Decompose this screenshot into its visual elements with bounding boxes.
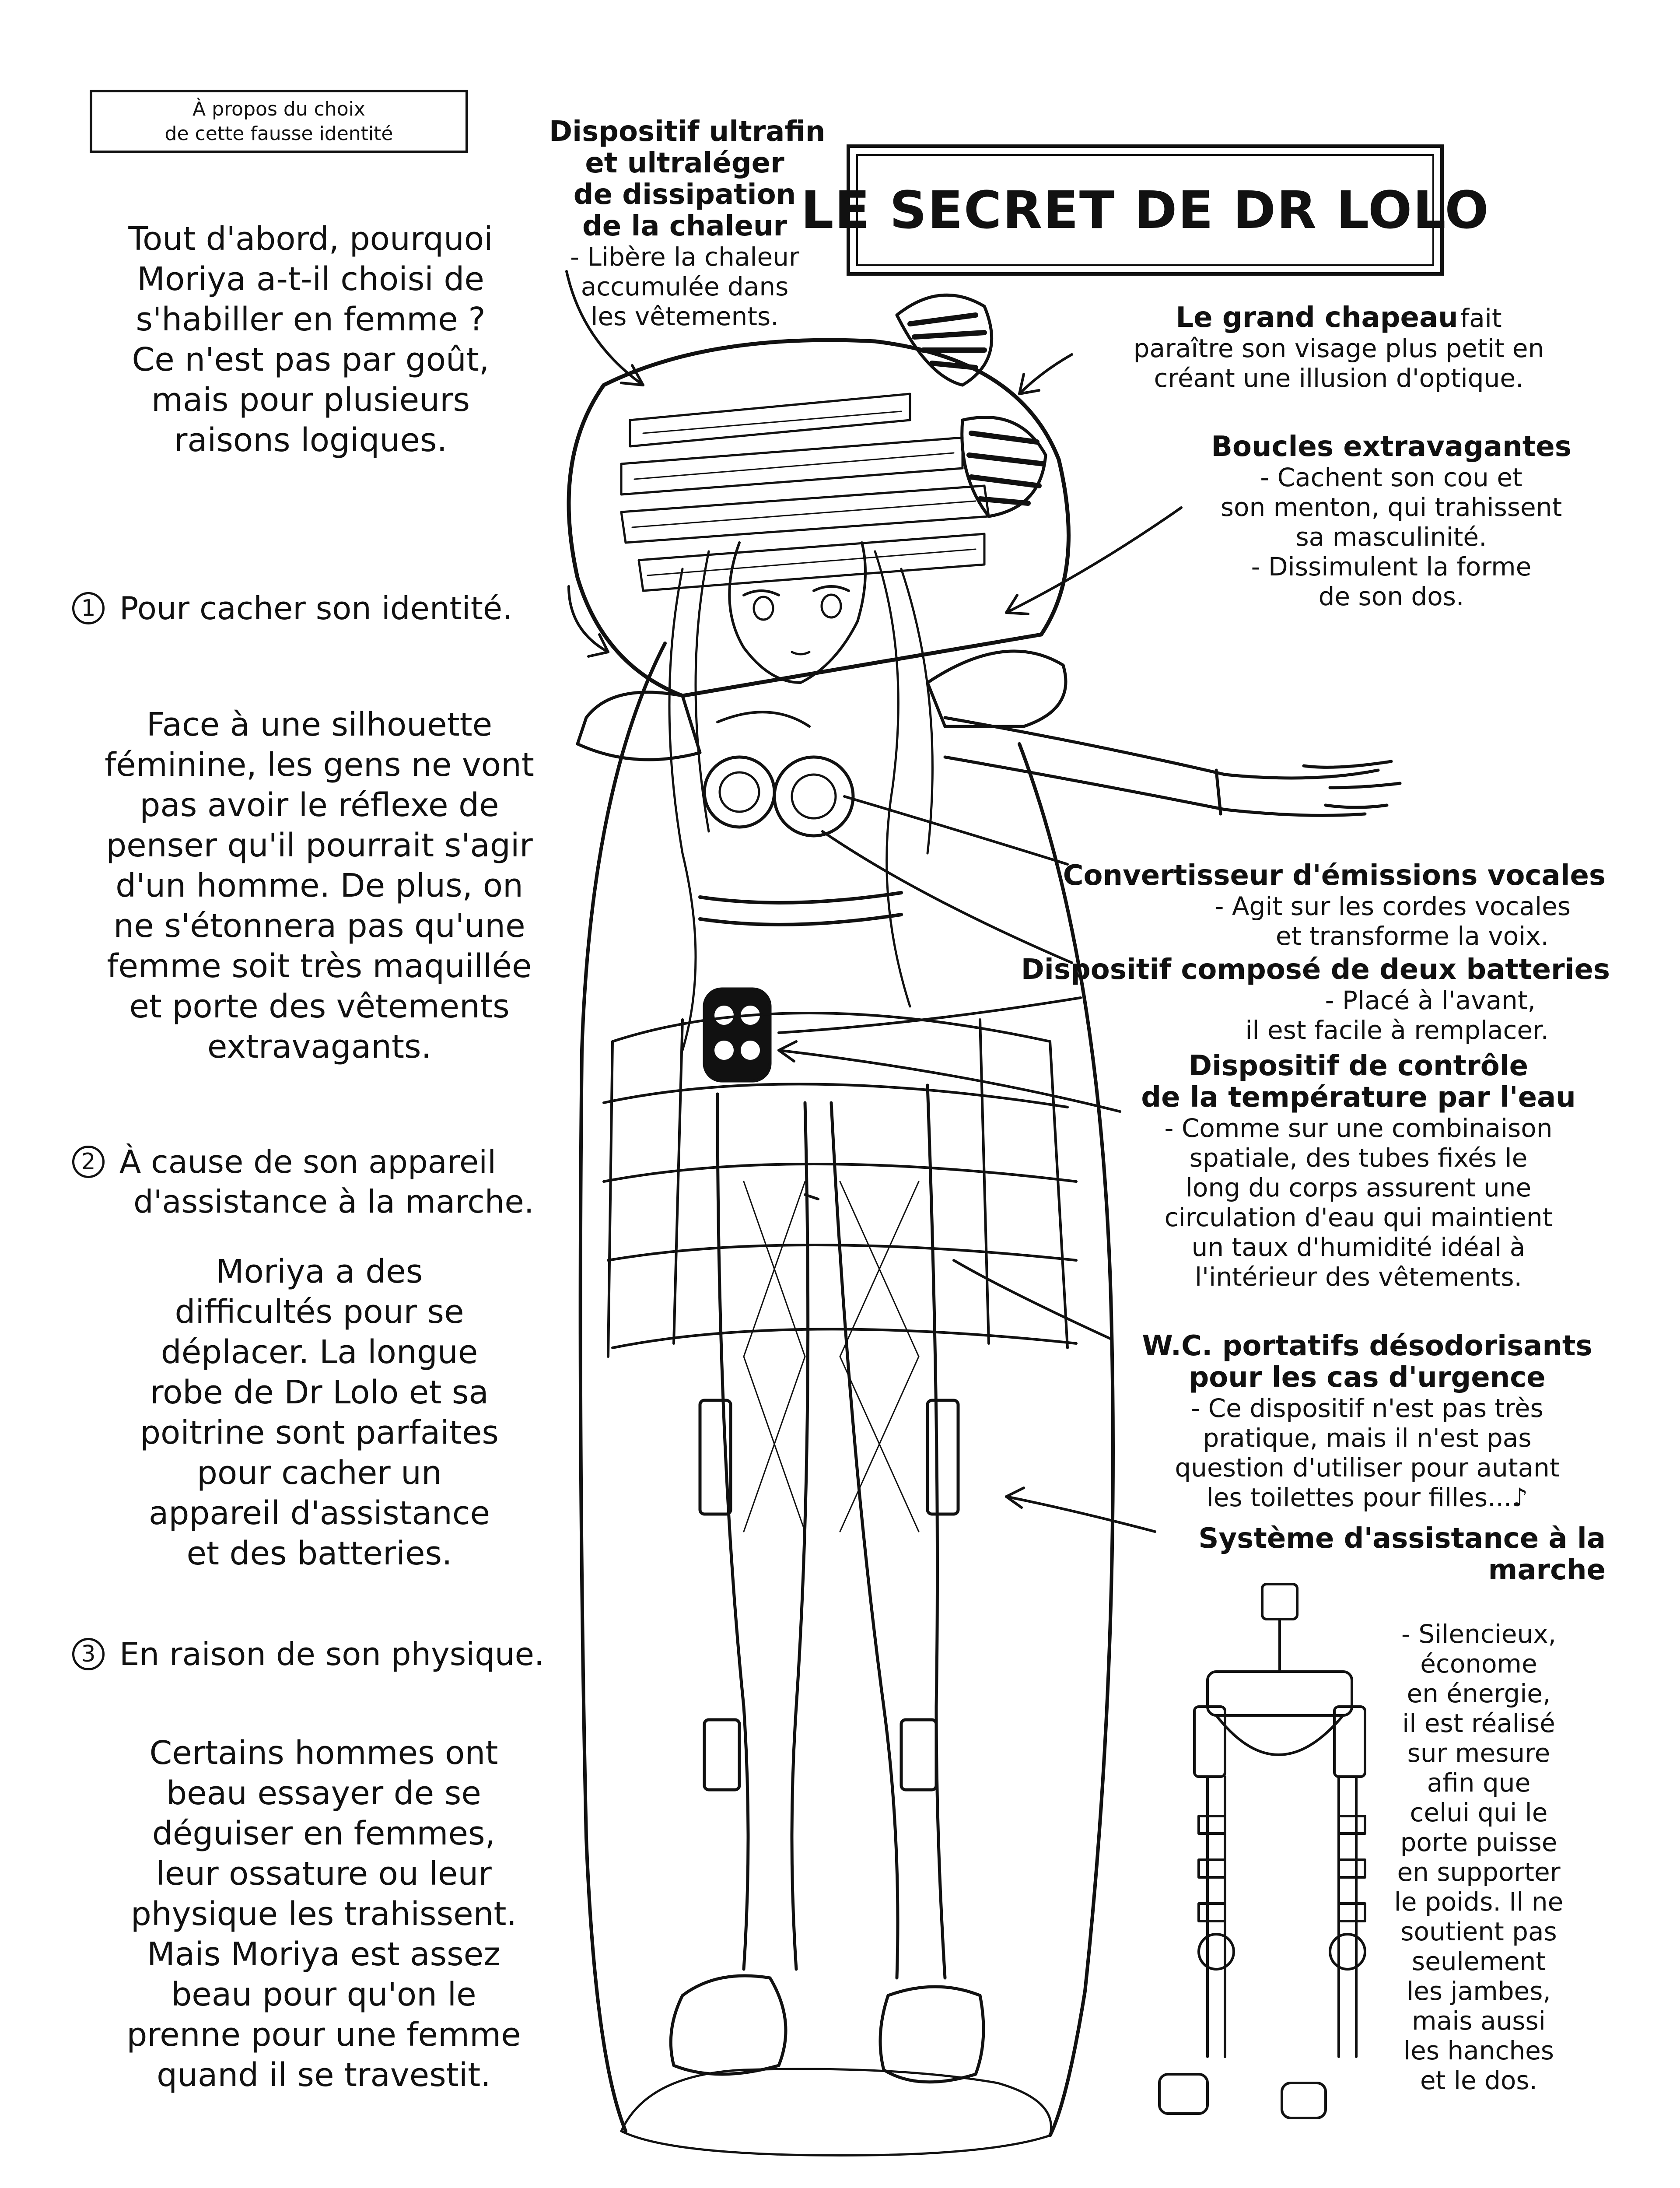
intro-line: Moriya a-t-il choisi de — [137, 260, 484, 298]
reason-3-heading — [72, 1634, 544, 1674]
reason-1-line: ne s'étonnera pas qu'une — [113, 907, 525, 945]
reason-2-line: difficultés pour se — [175, 1293, 464, 1331]
reason-3-line: leur ossature ou leur — [156, 1855, 492, 1893]
bows-body-line: son menton, qui trahissent — [1220, 492, 1562, 522]
intro-line: Ce n'est pas par goût, — [132, 341, 490, 379]
battery-drawing — [704, 989, 770, 1081]
reason-2-heading-text: À cause de son appareil — [119, 1143, 497, 1180]
reason-1-heading-text: Pour cacher son identité. — [119, 590, 513, 627]
exoskeleton-inset-drawing — [1159, 1584, 1365, 2118]
wc-body-line: les toilettes pour filles...♪ — [1206, 1483, 1528, 1512]
reason-3-line: physique les trahissent. — [130, 1895, 517, 1933]
page-title: LE SECRET DE DR LOLO — [801, 180, 1490, 240]
about-line-1: À propos du choix — [192, 98, 365, 120]
reason-3-line: prenne pour une femme — [126, 2016, 521, 2054]
wc-body-line: - Ce dispositif n'est pas très — [1191, 1393, 1544, 1423]
hat-title: Le grand chapeau — [1176, 302, 1458, 334]
reason-3-body — [114, 1733, 534, 2095]
skirt-cage-drawing — [604, 1013, 1076, 1357]
bows-body-line: sa masculinité. — [1295, 522, 1487, 552]
reason-2-body — [114, 1252, 525, 1574]
wc-body-line: pratique, mais il n'est pas — [1203, 1423, 1532, 1453]
reason-1-line: et porte des vêtements — [129, 988, 510, 1025]
reason-2-line: appareil d'assistance — [149, 1494, 490, 1532]
reason-2-heading-line-2: d'assistance à la marche. — [133, 1183, 534, 1220]
bows-title: Boucles extravagantes — [1211, 431, 1572, 463]
reason-3-line: Mais Moriya est assez — [147, 1936, 501, 1973]
intro-line: s'habiller en femme ? — [136, 301, 486, 338]
chest-device-drawing — [704, 712, 853, 836]
annotation-voice — [1037, 860, 1606, 951]
annotation-heat — [549, 116, 826, 331]
about-choice-box — [90, 90, 468, 153]
circled-number-1: 1 — [72, 592, 105, 624]
walk-body-line: et le dos. — [1420, 2065, 1538, 2095]
title-box — [801, 144, 1490, 276]
walk-body-line: les hanches — [1403, 2036, 1554, 2065]
bows-body-line: de son dos. — [1318, 582, 1464, 611]
hat-body-line: créant une illusion d'optique. — [1154, 363, 1524, 393]
reason-1-body — [70, 705, 569, 1067]
walk-body-line: mais aussi — [1412, 2006, 1546, 2036]
voice-title: Convertisseur d'émissions vocales — [1063, 859, 1606, 892]
reason-2-line: et des batteries. — [186, 1535, 452, 1572]
annotation-water — [1120, 1050, 1597, 1292]
walk-body-line: il est réalisé — [1402, 1708, 1555, 1738]
reason-2-line: Moriya a des — [216, 1253, 423, 1290]
hat-body-line: paraître son visage plus petit en — [1133, 333, 1544, 363]
reason-3-line: beau essayer de se — [166, 1774, 481, 1812]
reason-2-line: déplacer. La longue — [161, 1333, 478, 1371]
voice-body-line: et transforme la voix. — [1275, 921, 1549, 951]
legs-drawing — [671, 1085, 984, 2082]
walk-body-line: sur mesure — [1407, 1738, 1550, 1768]
arm-drawing — [945, 718, 1400, 815]
reason-1-line: extravagants. — [207, 1028, 432, 1066]
wc-body-line: question d'utiliser pour autant — [1175, 1453, 1560, 1483]
walk-title-line: Système d'assistance à la — [1198, 1522, 1606, 1555]
walk-body-line: en supporter — [1397, 1857, 1561, 1887]
intro-line: raisons logiques. — [174, 421, 447, 459]
heat-body-line: - Libère la chaleur — [570, 242, 799, 272]
battery-body-line: il est facile à remplacer. — [1245, 1015, 1549, 1045]
annotation-battery — [1019, 954, 1610, 1045]
annotation-hat — [1085, 302, 1592, 393]
reason-3-line: déguiser en femmes, — [152, 1815, 496, 1852]
belt-drawing — [700, 893, 901, 925]
reason-1-heading — [72, 589, 512, 628]
battery-title: Dispositif composé de deux batteries — [1021, 954, 1610, 986]
reason-3-line: Certains hommes ont — [149, 1734, 498, 1772]
circled-number-2: 2 — [72, 1146, 105, 1178]
intro-line: mais pour plusieurs — [151, 381, 470, 419]
water-body-line: spatiale, des tubes fixés le — [1189, 1143, 1528, 1173]
walk-body-line: le poids. Il ne — [1394, 1887, 1564, 1917]
annotation-wc — [1120, 1330, 1614, 1512]
reason-1-line: d'un homme. De plus, on — [116, 867, 523, 905]
annotation-walk — [1146, 1523, 1606, 1586]
reason-1-line: femme soit très maquillée — [107, 947, 532, 985]
cape-outline — [581, 643, 1113, 2135]
reason-3-heading-text: En raison de son physique. — [119, 1636, 544, 1673]
walk-body-line: soutient pas — [1400, 1917, 1557, 1946]
intro-paragraph — [114, 219, 508, 460]
head-drawing — [669, 543, 932, 1050]
walk-body-line: seulement — [1411, 1946, 1546, 1976]
heat-body-line: les vêtements. — [591, 302, 779, 331]
walk-body-line: les jambes, — [1407, 1976, 1551, 2006]
annotation-walk-body — [1369, 1619, 1588, 2095]
ground-shadow — [621, 2069, 1051, 2155]
heat-body-line: accumulée dans — [581, 272, 789, 302]
reason-2-line: poitrine sont parfaites — [140, 1414, 499, 1452]
reason-2-heading — [72, 1142, 496, 1182]
reason-1-line: penser qu'il pourrait s'agir — [106, 827, 533, 864]
reason-2-line: pour cacher un — [197, 1454, 442, 1492]
water-body-line: circulation d'eau qui maintient — [1164, 1203, 1553, 1232]
water-title-line: de la température par l'eau — [1141, 1081, 1576, 1114]
heat-title-line: Dispositif ultrafin — [549, 116, 826, 148]
circled-number-3: 3 — [72, 1638, 105, 1670]
water-body-line: l'intérieur des vêtements. — [1195, 1262, 1522, 1292]
about-line-2: de cette fausse identité — [164, 122, 393, 145]
walk-body-line: en énergie, — [1407, 1679, 1551, 1708]
water-body-line: un taux d'humidité idéal à — [1191, 1232, 1526, 1262]
heat-title-line: de la chaleur — [582, 210, 788, 242]
wc-title-line: pour les cas d'urgence — [1189, 1361, 1546, 1394]
battery-body-line: - Placé à l'avant, — [1325, 985, 1536, 1015]
hat-drawing — [569, 340, 1069, 696]
water-body-line: - Comme sur une combinaison — [1164, 1113, 1553, 1143]
hat-body-line: fait — [1460, 303, 1502, 333]
voice-body-line: - Agit sur les cordes vocales — [1214, 891, 1571, 921]
water-body-line: long du corps assurent une — [1185, 1173, 1532, 1203]
intro-line: Tout d'abord, pourquoi — [128, 220, 493, 258]
walk-body-line: celui qui le — [1410, 1798, 1548, 1827]
walk-body-line: économe — [1420, 1649, 1537, 1679]
walk-body-line: afin que — [1427, 1768, 1531, 1798]
walk-body-line: porte puisse — [1400, 1827, 1558, 1857]
wc-title-line: W.C. portatifs désodorisants — [1142, 1330, 1592, 1362]
heat-title-line: de dissipation — [573, 179, 796, 211]
reason-1-line: pas avoir le réflexe de — [140, 786, 499, 824]
reason-1-line: féminine, les gens ne vont — [105, 746, 534, 784]
reason-3-line: beau pour qu'on le — [171, 1976, 476, 2013]
heat-title-line: et ultraléger — [585, 147, 784, 179]
walk-body-line: - Silencieux, — [1401, 1619, 1557, 1649]
reason-2-line: robe de Dr Lolo et sa — [150, 1374, 489, 1411]
reason-1-line: Face à une silhouette — [146, 706, 493, 743]
bows-body-line: - Dissimulent la forme — [1251, 552, 1532, 582]
walk-title-line: marche — [1488, 1554, 1606, 1586]
bows-body-line: - Cachent son cou et — [1260, 463, 1522, 492]
annotation-bows — [1177, 431, 1606, 611]
water-title-line: Dispositif de contrôle — [1188, 1050, 1529, 1082]
reason-3-line: quand il se travestit. — [157, 2056, 491, 2094]
